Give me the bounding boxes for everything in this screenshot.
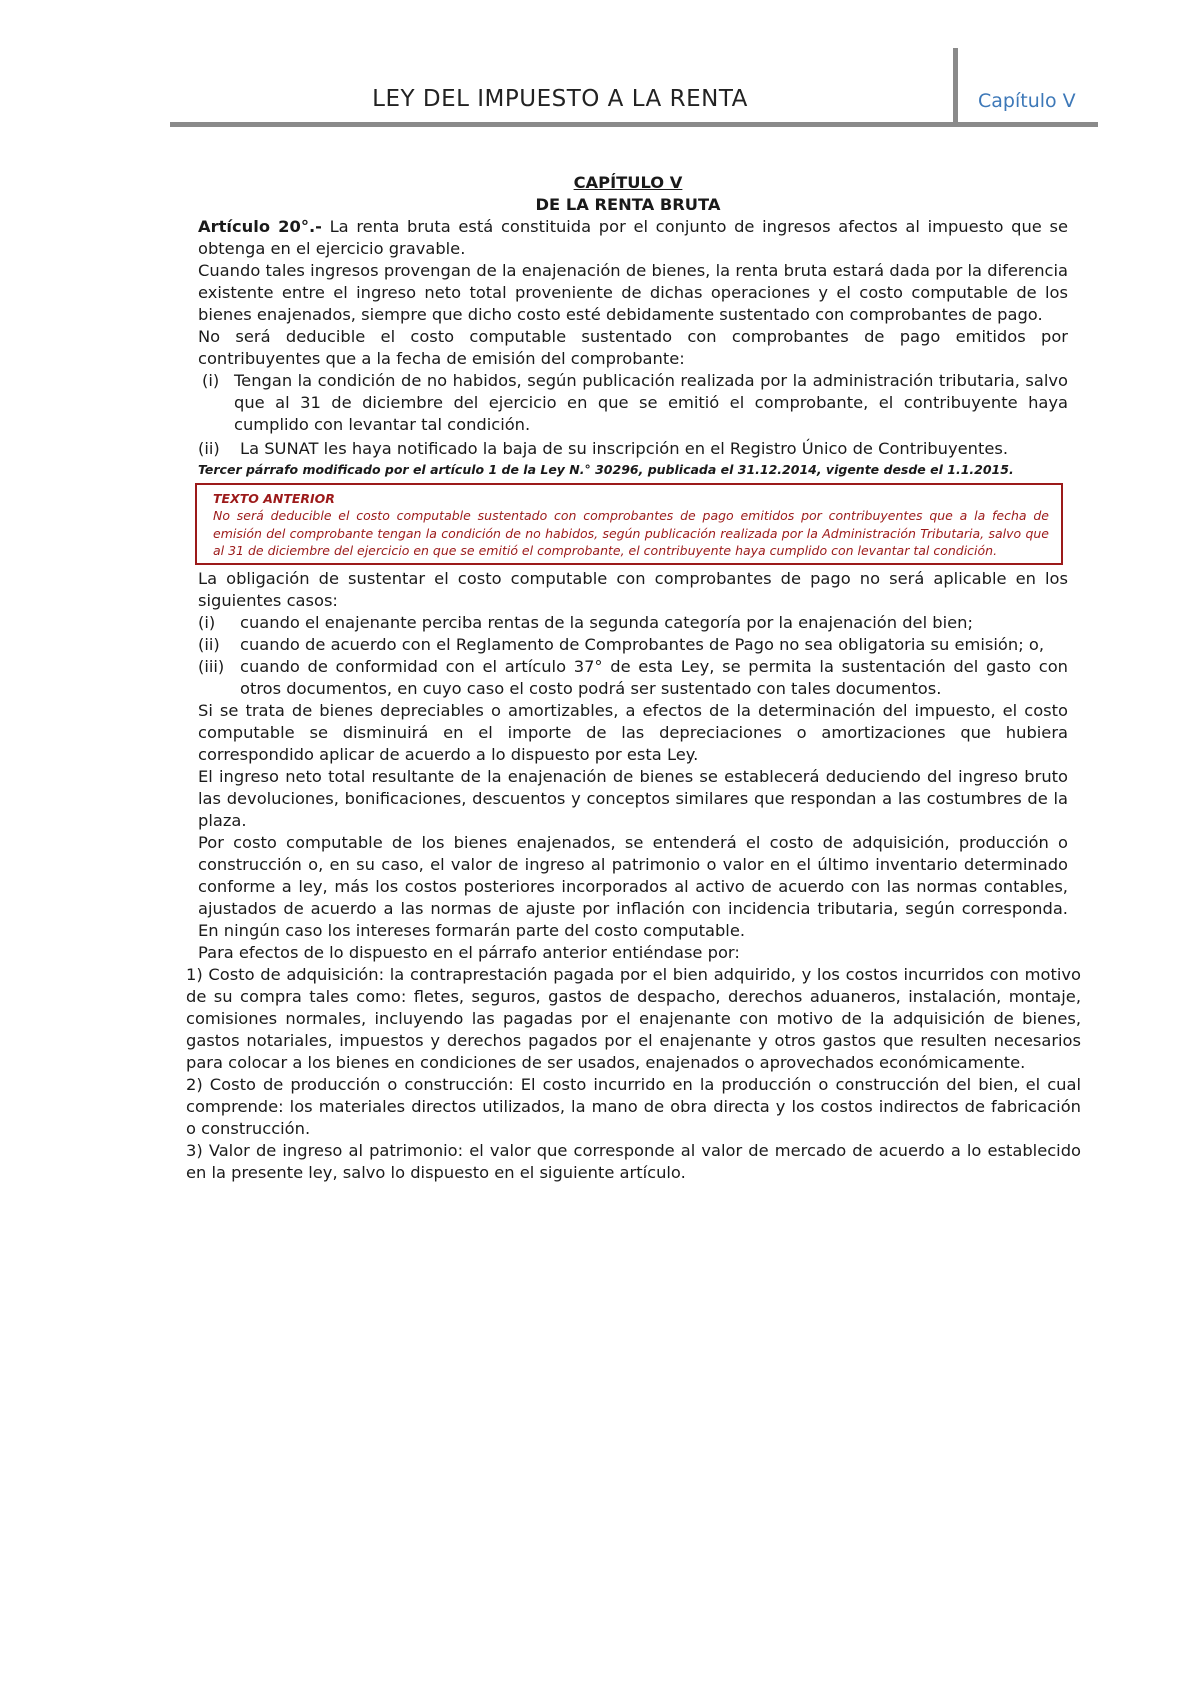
- previous-text-title: TEXTO ANTERIOR: [213, 491, 335, 506]
- list-item-number: (i): [202, 371, 220, 390]
- amendment-note: Tercer párrafo modificado por el artículo 1 de la Ley N.° 30296, publicada el 31.12.2014, vigente desde el 1.1.2015.: [198, 462, 1014, 477]
- article-paragraph-1: [198, 216, 1068, 260]
- list-item: [198, 656, 1068, 700]
- list-item-text: cuando de acuerdo con el Reglamento de Comprobantes de Pago no sea obligatoria su emisión; o,: [240, 634, 1045, 654]
- page-header: [170, 44, 1098, 128]
- list-item-number: (i): [198, 612, 216, 632]
- previous-text-body: No será deducible el costo computable sustentado con comprobantes de pago emitidos por contribuyentes que a la fecha de emisión del comprobante tengan la condición de no habidos, según publicación realizada por la Administración Tributaria, salvo que al 31 de diciembre del ejercicio en que se emitió el comprobante, el contribuyente haya cumplido con levantar tal condición.: [213, 508, 1049, 558]
- list-item: [198, 612, 1068, 634]
- article-paragraph-8: Para efectos de lo dispuesto en el párrafo anterior entiéndase por:: [198, 942, 740, 962]
- list-item-text: cuando el enajenante perciba rentas de la segunda categoría por la enajenación del bien;: [240, 612, 973, 632]
- document-body: [186, 172, 1081, 1184]
- list-item-number: (iii): [198, 656, 225, 676]
- list-item-number: (ii): [198, 439, 220, 458]
- article-paragraph-6: El ingreso neto total resultante de la enajenación de bienes se establecerá deduciendo del ingreso bruto las devoluciones, bonificaciones, descuentos y conceptos similares que respondan a las costumbres de la plaza.: [198, 766, 1068, 830]
- definitions-list: [186, 964, 1081, 1184]
- article-p1-text: La renta bruta está constituida por el conjunto de ingresos afectos al impuesto que se obtenga en el ejercicio gravable.: [198, 217, 1068, 258]
- header-title: LEY DEL IMPUESTO A LA RENTA: [372, 86, 748, 112]
- list-item: [202, 370, 1068, 436]
- article-paragraph-7: Por costo computable de los bienes enajenados, se entenderá el costo de adquisición, producción o construcción o, en su caso, el valor de ingreso al patrimonio o valor en el último inventario determinado conforme a ley, más los costos posteriores incorporados al activo de acuerdo con las normas contables, ajustados de acuerdo a las normas de ajuste por inflación con incidencia tributaria, según corresponda. En ningún caso los intereses formarán parte del costo computable.: [198, 832, 1068, 940]
- list-item: [198, 634, 1068, 656]
- list-item-text: Tengan la condición de no habidos, según publicación realizada por la administración tributaria, salvo que al 31 de diciembre del ejercicio en que se emitió el comprobante, el contribuyente haya cumplido con levantar tal condición.: [234, 371, 1068, 434]
- list-item-number: (ii): [198, 634, 220, 654]
- header-rule: [170, 122, 1098, 127]
- list-item-text: La SUNAT les haya notificado la baja de su inscripción en el Registro Único de Contribuyentes.: [240, 439, 1009, 458]
- chapter-subtitle: DE LA RENTA BRUTA: [535, 195, 721, 214]
- article-paragraph-2: Cuando tales ingresos provengan de la enajenación de bienes, la renta bruta estará dada por la diferencia existente entre el ingreso neto total proveniente de dichas operaciones y el costo computable de los bienes enajenados, siempre que dicho costo esté debidamente sustentado con comprobantes de pago.: [198, 261, 1068, 324]
- list-item: [198, 438, 1068, 460]
- chapter-title: CAPÍTULO V: [573, 173, 683, 192]
- list-item-text: cuando de conformidad con el artículo 37° de esta Ley, se permita la sustentación del gasto con otros documentos, en cuyo caso el costo podrá ser sustentado con tales documentos.: [240, 656, 1068, 698]
- definition-item: 3) Valor de ingreso al patrimonio: el valor que corresponde al valor de mercado de acuerdo a lo establecido en la presente ley, salvo lo dispuesto en el siguiente artículo.: [186, 1140, 1081, 1182]
- article-paragraph-4: La obligación de sustentar el costo computable con comprobantes de pago no será aplicable en los siguientes casos:: [198, 568, 1068, 610]
- previous-text-box: [195, 483, 1063, 565]
- article-label: Artículo 20°.-: [198, 217, 322, 236]
- header-chapter-label: Capítulo V: [978, 90, 1076, 112]
- definition-item: 2) Costo de producción o construcción: El costo incurrido en la producción o construcción del bien, el cual comprende: los materiales directos utilizados, la mano de obra directa y los costos indirectos de fabricación o construcción.: [186, 1074, 1081, 1138]
- article-paragraph-5: Si se trata de bienes depreciables o amortizables, a efectos de la determinación del impuesto, el costo computable se disminuirá en el importe de las depreciaciones o amortizaciones que hubiera correspondido aplicar de acuerdo a lo dispuesto por esta Ley.: [198, 700, 1068, 764]
- header-separator: [953, 48, 958, 126]
- article-paragraph-3: No será deducible el costo computable sustentado con comprobantes de pago emitidos por contribuyentes que a la fecha de emisión del comprobante:: [198, 327, 1068, 368]
- definition-item: 1) Costo de adquisición: la contraprestación pagada por el bien adquirido, y los costos incurridos con motivo de su compra tales como: fletes, seguros, gastos de despacho, derechos aduaneros, instalación, montaje, comisiones normales, incluyendo las pagadas por el enajenante con motivo de la adquisición de bienes, gastos notariales, impuestos y derechos pagados por el enajenante y otros gastos que resulten necesarios para colocar a los bienes en condiciones de ser usados, enajenados o aprovechados económicamente.: [186, 964, 1081, 1072]
